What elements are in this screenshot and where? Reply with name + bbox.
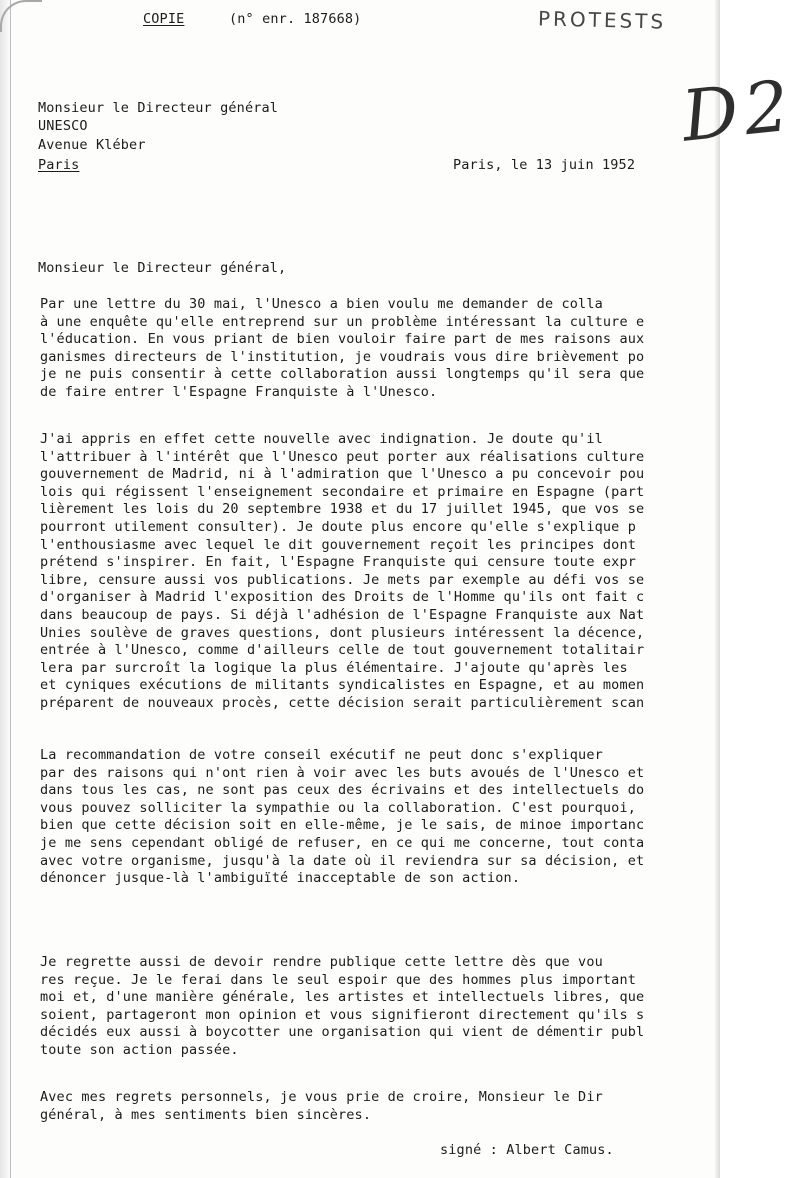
paragraph-3 bbox=[40, 747, 780, 888]
text-line: d'organiser à Madrid l'exposition des Droits de l'Homme qu'ils ont fait c bbox=[40, 589, 645, 606]
text-line: lera par surcroît la logique la plus élémentaire. J'ajoute qu'après les bbox=[40, 659, 628, 676]
date-line: Paris, le 13 juin 1952 bbox=[453, 157, 636, 173]
copie-label: COPIE bbox=[143, 11, 185, 27]
text-line: moi et, d'une manière générale, les artistes et intellectuels libres, que bbox=[40, 989, 645, 1006]
text-line: Par une lettre du 30 mai, l'Unesco a bien voulu me demander de colla bbox=[40, 296, 603, 312]
recipient-line-3: Avenue Kléber bbox=[38, 137, 146, 153]
text-line: bien que cette décision soit en elle-même, je le sais, de minoe importanc bbox=[40, 817, 645, 834]
recipient-line-1: Monsieur le Directeur général bbox=[38, 100, 279, 116]
text-line: par des raisons qui n'ont rien à voir avec les buts avoués de l'Unesco et bbox=[40, 764, 645, 781]
text-line: libre, censure aussi vos publications. Je mets par exemple au défi vos se bbox=[40, 571, 645, 588]
text-line: avec votre organisme, jusqu'à la date où il reviendra sur sa décision, et bbox=[40, 852, 645, 869]
text-line: toute son action passée. bbox=[40, 1041, 239, 1058]
text-line: de faire entrer l'Espagne Franquiste à l'Unesco. bbox=[40, 383, 438, 400]
signature: signé : Albert Camus. bbox=[440, 1142, 614, 1158]
text-line: Je regrette aussi de devoir rendre publique cette lettre dès que vou bbox=[40, 954, 603, 970]
text-line: prétend s'inspirer. En fait, l'Espagne Franquiste qui censure toute expr bbox=[40, 554, 636, 571]
text-line: lois qui régissent l'enseignement secondaire et primaire en Espagne (part bbox=[40, 483, 645, 500]
text-line: à une enquête qu'elle entreprend sur un problème intéressant la culture e bbox=[40, 313, 645, 330]
text-line: Avec mes regrets personnels, je vous prie de croire, Monsieur le Dir bbox=[40, 1089, 603, 1105]
text-line: Unies soulève de graves questions, dont plusieurs intéressent la décence, bbox=[40, 624, 645, 641]
text-line: La recommandation de votre conseil exécutif ne peut donc s'expliquer bbox=[40, 747, 603, 763]
text-line: l'attribuer à l'intérêt que l'Unesco peut porter aux réalisations culture bbox=[40, 448, 645, 465]
text-line: dénoncer jusque-là l'ambiguïté inacceptable de son action. bbox=[40, 870, 521, 887]
text-line: je ne puis consentir à cette collaboration aussi longtemps qu'il sera que bbox=[40, 366, 645, 383]
recipient-line-4: Paris bbox=[38, 157, 80, 173]
text-line: vous pouvez solliciter la sympathie ou la collaboration. C'est pourquoi, bbox=[40, 799, 636, 816]
recipient-line-2: UNESCO bbox=[38, 118, 88, 134]
paragraph-5 bbox=[40, 1089, 780, 1124]
text-line: et cyniques exécutions de militants syndicalistes en Espagne, et au momen bbox=[40, 677, 645, 694]
page-left-edge bbox=[0, 0, 11, 1178]
salutation: Monsieur le Directeur général, bbox=[38, 260, 287, 276]
text-line: préparent de nouveaux procès, cette décision serait particulièrement scan bbox=[40, 694, 645, 711]
text-line: J'ai appris en effet cette nouvelle avec indignation. Je doute qu'il bbox=[40, 431, 603, 447]
text-line: l'éducation. En vous priant de bien vouloir faire part de mes raisons aux bbox=[40, 331, 645, 348]
text-line: l'enthousiasme avec lequel le dit gouvernement reçoit les principes dont bbox=[40, 536, 636, 553]
handwritten-initials: D2 bbox=[678, 64, 799, 158]
text-line: général, à mes sentiments bien sincères. bbox=[40, 1106, 372, 1123]
text-line: soient, partageront mon opinion et vous signifieront directement qu'ils s bbox=[40, 1006, 645, 1023]
paragraph-2 bbox=[40, 431, 780, 713]
handwritten-note: PROTESTS bbox=[537, 6, 667, 34]
text-line: gouvernement de Madrid, ni à l'admiration que l'Unesco a pu concevoir pou bbox=[40, 466, 645, 483]
text-line: lièrement les lois du 20 septembre 1938 et du 17 juillet 1945, que vos se bbox=[40, 501, 645, 518]
text-line: décidés eux aussi à boycotter une organisation qui vient de démentir publ bbox=[40, 1024, 645, 1041]
text-line: ganismes directeurs de l'institution, je voudrais vous dire brièvement po bbox=[40, 348, 645, 365]
registration-number: (n° enr. 187668) bbox=[229, 11, 362, 27]
paragraph-1 bbox=[40, 296, 780, 402]
text-line: je me sens cependant obligé de refuser, en ce qui me concerne, tout conta bbox=[40, 834, 645, 851]
text-line: res reçue. Je le ferai dans le seul espoir que des hommes plus important bbox=[40, 971, 636, 988]
paragraph-4 bbox=[40, 954, 780, 1060]
text-line: pourront utilement consulter). Je doute plus encore qu'elle s'explique p bbox=[40, 518, 636, 535]
text-line: dans beaucoup de pays. Si déjà l'adhésion de l'Espagne Franquiste aux Nat bbox=[40, 606, 645, 623]
text-line: dans tous les cas, ne sont pas ceux des écrivains et des intellectuels do bbox=[40, 782, 645, 799]
text-line: entrée à l'Unesco, comme d'ailleurs celle de tout gouvernement totalitair bbox=[40, 642, 645, 659]
